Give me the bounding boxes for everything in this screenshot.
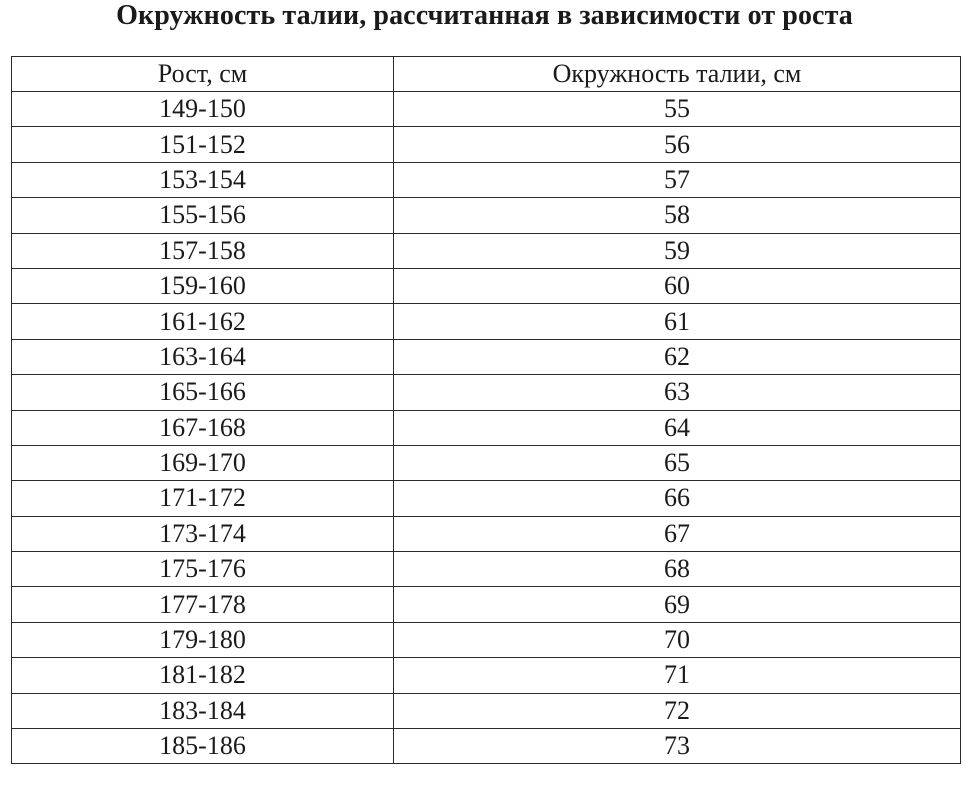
waist-cell: 72 [394,693,961,728]
waist-cell: 56 [394,127,961,162]
waist-cell: 68 [394,552,961,587]
waist-cell: 71 [394,658,961,693]
table-row [12,198,961,233]
height-cell: 167-168 [12,410,394,445]
table-row [12,658,961,693]
waist-cell: 60 [394,268,961,303]
waist-cell: 65 [394,445,961,480]
table-row [12,693,961,728]
table-row [12,481,961,516]
height-cell: 169-170 [12,445,394,480]
waist-cell: 63 [394,375,961,410]
waist-cell: 73 [394,729,961,764]
height-cell: 181-182 [12,658,394,693]
table-row [12,552,961,587]
height-cell: 153-154 [12,162,394,197]
table-row [12,516,961,551]
table-row [12,304,961,339]
waist-cell: 67 [394,516,961,551]
table-row [12,375,961,410]
table-header-row [12,57,961,92]
waist-cell: 64 [394,410,961,445]
height-cell: 177-178 [12,587,394,622]
height-cell: 149-150 [12,92,394,127]
height-cell: 163-164 [12,339,394,374]
waist-cell: 59 [394,233,961,268]
table-row [12,339,961,374]
height-cell: 151-152 [12,127,394,162]
waist-height-table [11,56,961,764]
height-cell: 159-160 [12,268,394,303]
height-cell: 179-180 [12,622,394,657]
height-cell: 165-166 [12,375,394,410]
table-row [12,268,961,303]
table-row [12,445,961,480]
height-cell: 171-172 [12,481,394,516]
waist-cell: 62 [394,339,961,374]
waist-cell: 57 [394,162,961,197]
table-row [12,233,961,268]
table-row [12,410,961,445]
waist-cell: 66 [394,481,961,516]
table-row [12,92,961,127]
height-cell: 157-158 [12,233,394,268]
waist-cell: 61 [394,304,961,339]
height-cell: 183-184 [12,693,394,728]
waist-cell: 58 [394,198,961,233]
column-header-height: Рост, см [12,57,394,92]
waist-cell: 70 [394,622,961,657]
table-row [12,162,961,197]
page-title: Окружность талии, рассчитанная в зависимости от роста [116,0,853,31]
height-cell: 173-174 [12,516,394,551]
waist-cell: 55 [394,92,961,127]
height-cell: 161-162 [12,304,394,339]
table-row [12,622,961,657]
height-cell: 175-176 [12,552,394,587]
table-row [12,127,961,162]
table-row [12,587,961,622]
table-row [12,729,961,764]
height-cell: 185-186 [12,729,394,764]
column-header-waist: Окружность талии, см [394,57,961,92]
height-cell: 155-156 [12,198,394,233]
waist-cell: 69 [394,587,961,622]
